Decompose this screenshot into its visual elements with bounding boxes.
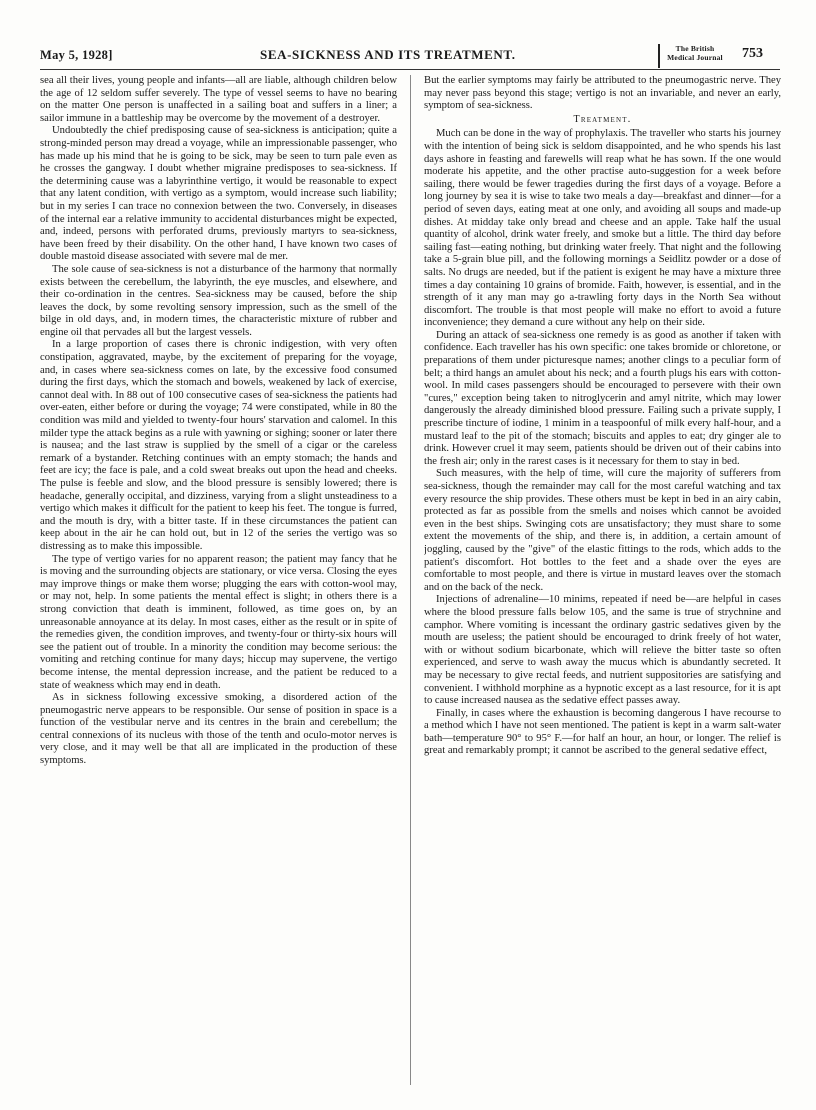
paragraph: Injections of adrenaline—10 minims, repeated if need be—are helpful in cases where the blood pressure falls below 105, and the same is true of strychnine and camphor. Where vomiting is incessant the ordinary gastric sedatives given by the mouth are useless; the patient should be encouraged to drink freely of hot water, with or without sodium bicarbonate, which will relieve the bitter taste so often experienced, and serve to wash away the mucus which is abundantly secreted. It may be necessary to give rectal feeds, and nutrient suppositories are satisfying and convenient. I withhold morphine as a hypnotic except as a last resource, for it is apt to cause increased nausea as the sedative effect passes away. [424, 594, 781, 707]
paragraph: Such measures, with the help of time, will cure the majority of sufferers from sea-sickness, though the remainder may call for the most careful watching and tax every resource the ship provides. These others must be kept in bed in an airy cabin, protected as far as possible from the smells and noises which cannot be avoided even in the best ships. Swinging cots are unsatisfactory; they must share to some extent the movements of the ship, and there is, in addition, a certain amount of joggling, caused by the "give" of the elastic fittings to the rods, which adds to the patient's discomfort. Hot bottles to the feet and a shade over the eyes are comfortable to most people, and there is virtue in mustard leaves over the stomach and on the back of the neck. [424, 468, 781, 593]
section-heading: Treatment. [573, 113, 632, 125]
page-header [40, 44, 780, 66]
left-column [40, 75, 397, 1095]
paragraph: The sole cause of sea-sickness is not a disturbance of the harmony that normally exists between the cerebellum, the labyrinth, the eye muscles, and elsewhere, and their co-ordination in the centres. Sea-sickness may be caused, before the ship leaves the dock, by some revolting sensory impression, such as the smell of the bilge in old days, and, in modern times, the characteristic mixture of rubber and engine oil that pervades all but the largest vessels. [40, 263, 397, 338]
paragraph: In a large proportion of cases there is chronic indigestion, with very often constipation, aggravated, maybe, by the excitement of preparing for the voyage, and, in cases where sea-sickness comes on late, by the excessive food consumed during the first days, which the stomach and bowels, weakened by lack of exercise, cannot deal with. In 88 out of 100 consecutive cases of sea-sickness the patients had over-eaten, either before or during the voyage; 74 were constipated, while in 80 the condition was mild and yielded to twenty-four hours' starvation and calomel. In this milder type the attack begins as a rule with yawning or sighing; sooner or later there is nausea; and the last straw is supplied by the smell of a cigar or the careless remark of a bystander. Retching continues with an empty stomach; the hands and feet are icy; the face is pale, and a cold sweat breaks out upon the head and cheeks. The pulse is feeble and slow, and the blood pressure is sensibly lowered; there is headache, generally occipital, and dizziness, varying from a slight unsteadiness to a vertigo which makes it difficult for the patient to keep his feet. The tongue is furred, and the mouth is dry, with a bitter taste. If in these circumstances the patient can keep about in the air he can hold out, but in 12 of the series the vertigo was so distressing as to make this impossible. [40, 339, 397, 552]
column-divider [410, 75, 411, 1085]
paragraph: Much can be done in the way of prophylaxis. The traveller who starts his journey with the intention of being sick is seldom disappointed, and he who spends his last days ashore in feasting and farewells will reap what he has sown. If the one would moderate his appetite, and the other practise auto-suggestion for a week before sailing, there would be fewer tragedies during the first days of a voyage. Before a long journey by sea it is wise to take two meals a day—breakfast and dinner—for a period of seven days, eating meat at one only, and avoiding all soups and made-up dishes. At midday take only bread and cheese and an apple. Take half the usual quantity of alcohol, drink water freely, and smoke but a little. The third day before sailing fast—eating nothing, but drinking water freely. That night and the following take a 5-grain blue pill, and the following mornings a Seidlitz powder or a dose of salts. No drugs are needed, but if the patient is exigent he may have a mixture three times a day containing 10 grains of bromide. Faith, however, is essential, and in the strength of it any man may go a-trawling forty days in the North Sea without discomfort. The trouble is that most people will make no effort to avoid a future inconvenience; they demand a cure without any help on their side. [424, 128, 781, 329]
header-rule [40, 69, 780, 70]
page-number: 753 [742, 46, 763, 61]
journal-name-line1: The British [675, 44, 715, 53]
header-title: SEA-SICKNESS AND ITS TREATMENT. [260, 47, 516, 62]
right-column [424, 75, 781, 1095]
journal-name-line2: Medical Journal [667, 53, 723, 62]
paragraph: Undoubtedly the chief predisposing cause of sea-sickness is anticipation; quite a strong-minded person may dread a voyage, while an impressionable passenger, who has made up his mind that he is going to be sick, may be seen to turn pale even as he crosses the gangway. I doubt whether migraine predisposes to sea-sickness. If the determining cause was a labyrinthine vertigo, it would be reasonable to expect that any latent condition, with vertigo as a symptom, would increase such liability; but in my series I can trace no connexion between the two. Conversely, in diseases of the internal ear a relative immunity to accidental disturbances might be expected, and, indeed, persons with perforated drums, previously martyrs to sea-sickness, have been freed by their disability. On the other hand, I have known two cases of double mastoid disease associated with severe mal de mer. [40, 125, 397, 263]
paragraph: During an attack of sea-sickness one remedy is as good as another if taken with confidence. Each traveller has his own specific: one takes bromide or chloretone, or preparations of them under picturesque names; another clings to a peculiar form of belt; a third hangs an amulet about his neck; and a fourth plugs his ears with cotton-wool. In mild cases passengers should be encouraged to persevere with their own "cures," exception being taken to nitroglycerin and amyl nitrite, which may lower dangerously the already diminished blood pressure. Failing such a private supply, I prescribe tincture of iodine, 1 minim in a teaspoonful of milk every half-hour, and a mustard leaf to the pit of the stomach; biscuits and apples to eat; dry ginger ale to drink. However cruel it may seem, patients should be driven out of their cabins into the fresh air; only in the rarest cases is it necessary for them to stay in bed. [424, 329, 781, 467]
paragraph: sea all their lives, young people and infants—all are liable, although children below the age of 12 seldom suffer severely. The type of vessel seems to have no bearing on the matter One person is unaffected in a sailing boat and suffers in a liner; a sailor immune in a battleship may be overcome by the movement of a destroyer. [40, 75, 397, 124]
header-date: May 5, 1928] [40, 48, 113, 62]
paragraph: But the earlier symptoms may fairly be attributed to the pneumogastric nerve. They may never pass beyond this stage; vertigo is not an invariable, and never an early, symptom of sea-sickness. [424, 75, 781, 112]
journal-name [658, 44, 726, 68]
paragraph: Finally, in cases where the exhaustion is becoming dangerous I have recourse to a method which I have not seen mentioned. The patient is kept in a warm salt-water bath—temperature 90° to 95° F.—for half an hour, an hour, or longer. The relief is great and remarkably prompt; it cannot be ascribed to the general sedative effect, [424, 707, 781, 757]
paragraph: As in sickness following excessive smoking, a disordered action of the pneumogastric nerve appears to be responsible. Our sense of position in space is a function of the vestibular nerve and its centres in the brain and cerebellum; the central connexions of its nucleus with those of the tenth and oculo-motor nerves is very close, and it may well be that all are implicated in the production of these symptoms. [40, 692, 397, 767]
paragraph: The type of vertigo varies for no apparent reason; the patient may fancy that he is moving and the surrounding objects are stationary, or vice versa. Closing the eyes may improve things or make them worse; plugging the ears with cotton-wool may, or may not, help. In some patients the mental effect is slight; in others there is a strong conviction that death is imminent, followed, as time goes on, by an unreasonable annoyance at its delay. In most cases, either as the result or in spite of the remedies given, the condition improves, and twenty-four or thirty-six hours will see the patient out of trouble. In a minority the condition may become serious: the vomiting and retching continue for many days; hiccup may supervene, the vertigo become intense, the mental depression increase, and the patient be reduced to a state of weakness which may end in death. [40, 553, 397, 691]
